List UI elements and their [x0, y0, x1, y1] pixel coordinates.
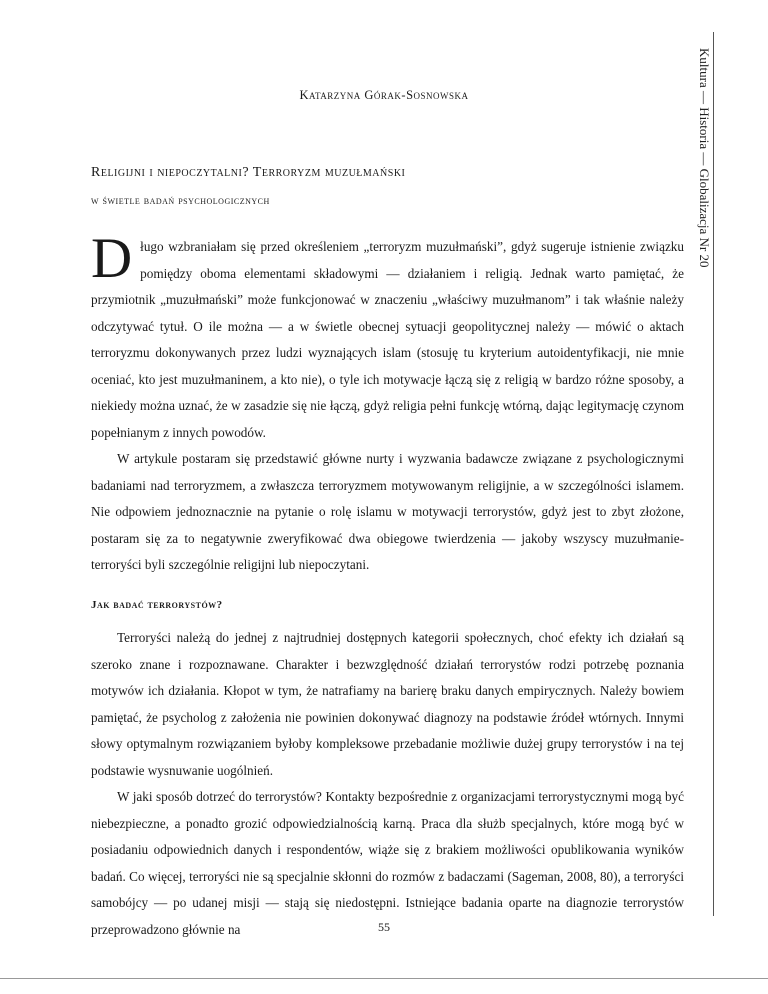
margin-rule [713, 32, 714, 916]
author-name: Katarzyna Górak-Sosnowska [299, 88, 469, 102]
section-paragraph-1: Terroryści należą do jednej z najtrudniej dostępnych kategorii społecznych, choć efekty ich działań są szeroko znane i rozpoznawane. Charakter i bezwzględność działań terrorystów rodzi potrzebę poznania motywów ich działania. Kłopot w tym, że natrafiamy na barierę braku danych empirycznych. Należy bowiem pamiętać, że psycholog z założenia nie powinien dokonywać diagnozy na podstawie źródeł wtórnych. Innymi słowy optymalnym rozwiązaniem byłoby kompleksowe przebadanie możliwie dużej grupy terrorystów i na tej podstawie wysnuwanie uogólnień. [91, 630, 684, 778]
section-text [91, 625, 684, 943]
intro-paragraph-1 [91, 227, 684, 446]
page-number: 55 [378, 920, 390, 934]
intro-paragraph-2: W artykule postaram się przedstawić główne nurty i wyzwania badawcze związane z psychologicznymi badaniami nad terroryzmem, a zwłaszcza terroryzmem motywowanym religijnie, a w szczególności islamem. Nie odpowiem jednoznacznie na pytanie o rolę islamu w motywacji terrorystów, gdyż jest to zbyt złożone, postaram się za to negatywnie zweryfikować dwa obiegowe twierdzenia — jakoby wszyscy muzułmanie-terroryści byli szczególnie religijni lub niepoczytani. [91, 451, 684, 572]
intro-text [91, 227, 684, 579]
section-heading: Jak badać terrorystów? [91, 599, 223, 611]
page-bottom-rule [0, 978, 768, 979]
intro-paragraph-1-text: ługo wzbraniałam się przed określeniem „terroryzm muzułmański”, gdyż sugeruje istnienie związku pomiędzy oboma elementami składowymi — działaniem i religią. Jednak warto pamiętać, że przymiotnik „muzułmański” może funkcjonować w znaczeniu „właściwy muzułmanom” i tak właśnie należy odczytywać tytuł. O ile można — a w świetle obecnej sytuacji geopolitycznej należy — mówić o aktach terroryzmu dokonywanych przez ludzi wyznających islam (stosuję tu kryterium autoidentyfikacji, nie mnie oceniać, kto jest muzułmaninem, a kto nie), o tyle ich motywacje łączą się z religią w bardzo różne sposoby, a niekiedy można uznać, że w zasadzie się nie łączą, gdyż religia pełni funkcję wtórną, dając legitymację czynom popełnianym z innych powodów. [91, 239, 684, 440]
article-title: Religijni i niepoczytalni? Terroryzm muzułmański [91, 165, 406, 180]
article-subtitle: w świetle badań psychologicznych [91, 193, 270, 207]
running-header: Kultura — Historia — Globalizacja Nr 20 [697, 48, 712, 268]
drop-cap: D [91, 227, 133, 290]
section-paragraph-2: W jaki sposób dotrzeć do terrorystów? Kontakty bezpośrednie z organizacjami terrorystycznymi mogą być niebezpieczne, a ponadto grozić odpowiedzialnością karną. Praca dla służb specjalnych, które mogą być w posiadaniu odpowiednich danych i respondentów, wiąże się z brakiem możliwości opublikowania wyników badań. Co więcej, terroryści nie są specjalnie skłonni do rozmów z badaczami (Sageman, 2008, 80), a terroryści samobójcy — po udanej misji — stają się niedostępni. Istniejące badania oparte na diagnozie terrorystów przeprowadzono głównie na [91, 789, 684, 937]
